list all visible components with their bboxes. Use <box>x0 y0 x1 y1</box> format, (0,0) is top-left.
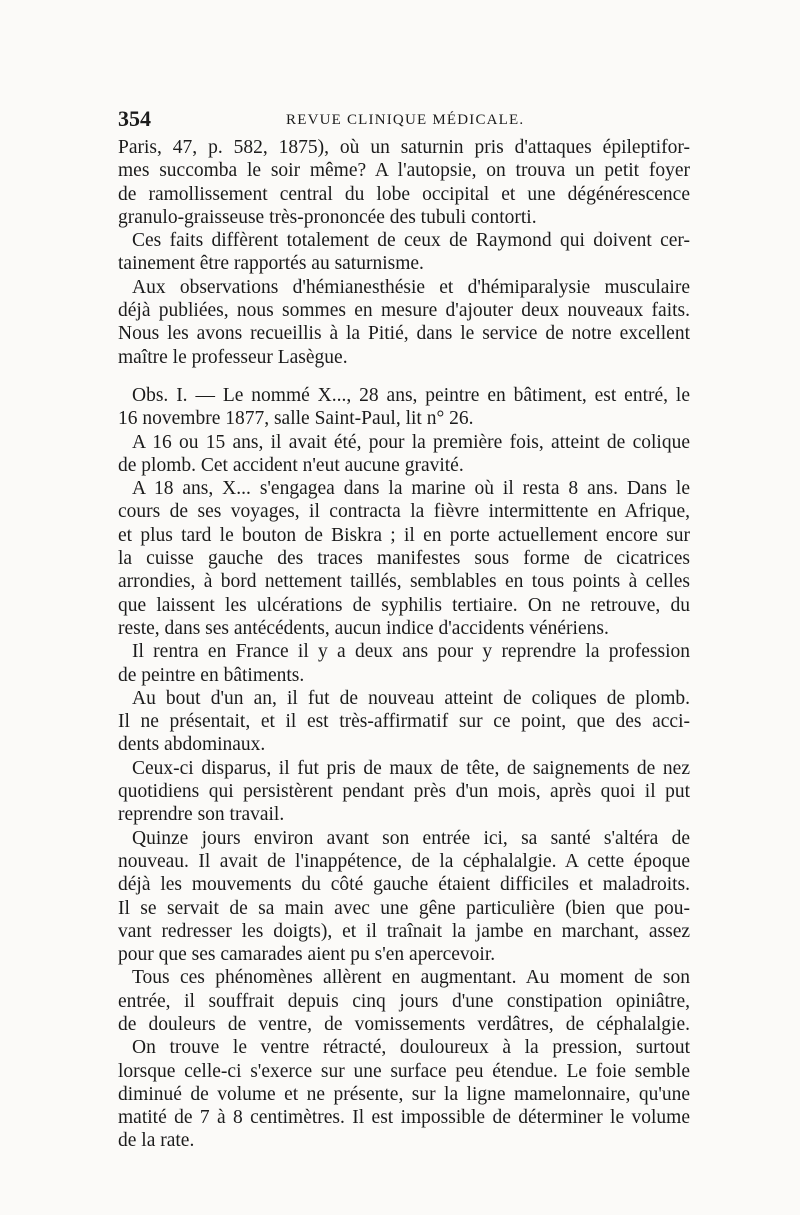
text-line: A 18 ans, X... s'engagea dans la marine où il resta 8 ans. Dans le <box>132 478 690 500</box>
body-text <box>118 136 690 1153</box>
text-line: que laissent les ulcérations de syphilis tertiaire. On ne retrouve, du <box>118 594 690 616</box>
text-line: Nous les avons recueillis à la Pitié, dans le service de notre excellent <box>118 323 690 345</box>
text-line: de peintre en bâtiments. <box>118 664 305 686</box>
text-line: 16 novembre 1877, salle Saint-Paul, lit n° 26. <box>118 408 474 430</box>
text-line: déjà publiées, nous sommes en mesure d'ajouter deux nouveaux faits. <box>118 300 690 322</box>
text-line: Obs. I. — Le nommé X..., 28 ans, peintre en bâtiment, est entré, le <box>132 384 690 406</box>
text-line: quotidiens qui persistèrent pendant près d'un mois, après quoi il put <box>118 781 690 803</box>
text-line: lorsque celle-ci s'exerce sur une surface peu étendue. Le foie semble <box>118 1060 690 1082</box>
text-line: tainement être rapportés au saturnisme. <box>118 253 424 275</box>
text-line: Il ne présentait, et il est très-affirmatif sur ce point, que des acci- <box>118 711 690 733</box>
text-line: Tous ces phénomènes allèrent en augmentant. Au moment de son <box>132 967 690 989</box>
text-line: Quinze jours environ avant son entrée ici, sa santé s'altéra de <box>132 827 690 849</box>
text-line: On trouve le ventre rétracté, douloureux à la pression, surtout <box>132 1037 690 1059</box>
text-line: arrondies, à bord nettement taillés, semblables en tous points à celles <box>118 571 690 593</box>
text-line: nouveau. Il avait de l'inappétence, de la céphalalgie. A cette époque <box>118 850 690 872</box>
section-gap <box>118 369 690 384</box>
text-line: de la rate. <box>118 1130 195 1152</box>
text-line: et plus tard le bouton de Biskra ; il en porte actuellement encore sur <box>118 524 690 546</box>
text-line: de ramollissement central du lobe occipital et une dégénérescence <box>118 183 690 205</box>
text-line: vant redresser les doigts), et il traînait la jambe en marchant, assez <box>118 920 690 942</box>
text-line: entrée, il souffrait depuis cinq jours d'une constipation opiniâtre, <box>118 990 690 1012</box>
text-line: cours de ses voyages, il contracta la fièvre intermittente en Afrique, <box>118 501 690 523</box>
text-line: Ces faits diffèrent totalement de ceux de Raymond qui doivent cer- <box>132 230 690 252</box>
text-line: Au bout d'un an, il fut de nouveau atteint de coliques de plomb. <box>132 687 690 709</box>
text-line: Il se servait de sa main avec une gêne particulière (bien que pou- <box>118 897 690 919</box>
text-line: de plomb. Cet accident n'eut aucune gravité. <box>118 454 464 476</box>
text-line: Aux observations d'hémianesthésie et d'hémiparalysie musculaire <box>132 276 690 298</box>
text-line: la cuisse gauche des traces manifestes sous forme de cicatrices <box>118 548 690 570</box>
page-header <box>118 106 690 134</box>
text-line: reprendre son travail. <box>118 804 285 826</box>
text-line: Paris, 47, p. 582, 1875), où un saturnin pris d'attaques épileptifor- <box>118 137 690 158</box>
text-line: déjà les mouvements du côté gauche étaient difficiles et maladroits. <box>118 874 690 896</box>
text-line: Ceux-ci disparus, il fut pris de maux de tête, de saignements de nez <box>132 757 690 779</box>
page-number: 354 <box>118 106 151 131</box>
text-line: dents abdominaux. <box>118 734 266 756</box>
text-line: de douleurs de ventre, de vomissements verdâtres, de céphalalgie. <box>118 1013 690 1035</box>
text-line: diminué de volume et ne présente, sur la ligne mamelonnaire, qu'une <box>118 1083 690 1105</box>
text-line: reste, dans ses antécédents, aucun indice d'accidents vénériens. <box>118 617 609 639</box>
text-line: A 16 ou 15 ans, il avait été, pour la première fois, atteint de colique <box>132 431 690 453</box>
text-line: pour que ses camarades aient pu s'en apercevoir. <box>118 944 496 966</box>
running-head: REVUE CLINIQUE MÉDICALE. <box>286 112 525 128</box>
text-line: matité de 7 à 8 centimètres. Il est impossible de déterminer le volume <box>118 1107 690 1129</box>
text-line: maître le professeur Lasègue. <box>118 346 348 368</box>
text-line: mes succomba le soir même? A l'autopsie, on trouva un petit foyer <box>118 160 690 182</box>
text-line: Il rentra en France il y a deux ans pour y reprendre la profession <box>132 641 690 663</box>
text-line: granulo-graisseuse très-prononcée des tubuli contorti. <box>118 206 537 228</box>
